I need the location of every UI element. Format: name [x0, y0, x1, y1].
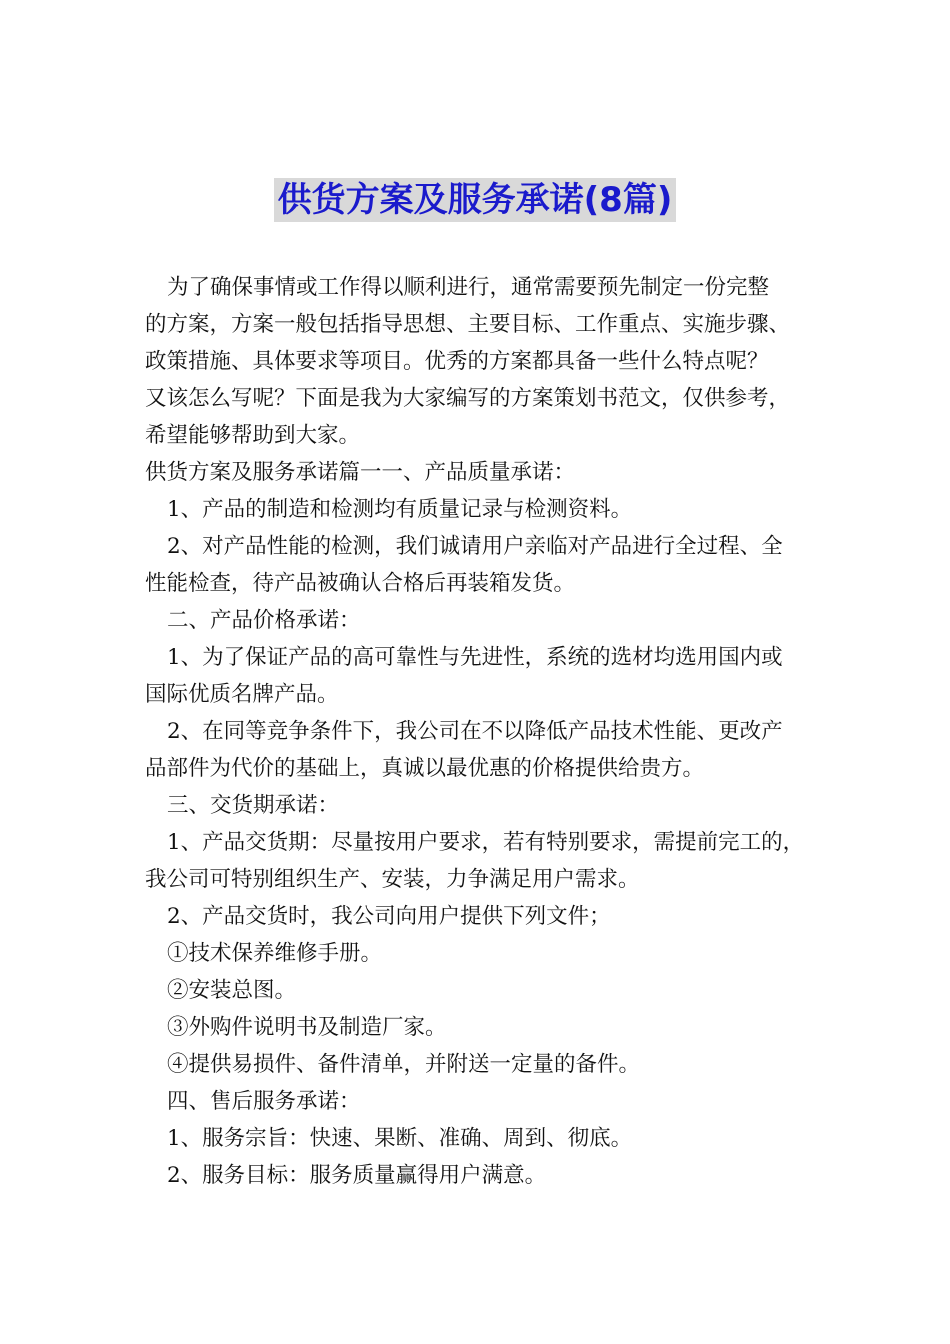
paragraph-line: 性能检查，待产品被确认合格后再装箱发货。 — [145, 571, 576, 596]
paragraph-line: ④提供易损件、备件清单，并附送一定量的备件。 — [167, 1052, 641, 1077]
paragraph-line: 四、售后服务承诺： — [167, 1089, 361, 1114]
paragraph-line: 国际优质名牌产品。 — [145, 682, 339, 707]
paragraph-line: 1、产品交货期：尽量按用户要求，若有特别要求，需提前完工的， — [167, 830, 805, 855]
paragraph — [145, 1120, 825, 1157]
paragraph-line: 品部件为代价的基础上，真诚以最优惠的价格提供给贵方。 — [145, 756, 705, 781]
intro-paragraph — [145, 269, 825, 454]
paragraph — [145, 972, 825, 1009]
paragraph-line: ③外购件说明书及制造厂家。 — [167, 1015, 447, 1040]
intro-line: 为了确保事情或工作得以顺利进行，通常需要预先制定一份完整 — [167, 275, 770, 300]
intro-line: 政策措施、具体要求等项目。优秀的方案都具备一些什么特点呢？ — [145, 349, 769, 374]
paragraph — [145, 1009, 825, 1046]
paragraph — [145, 713, 825, 787]
paragraph — [145, 1157, 825, 1194]
paragraph — [145, 528, 825, 602]
paragraph — [145, 935, 825, 972]
paragraph — [145, 1083, 825, 1120]
paragraph — [145, 491, 825, 528]
paragraph-line: 我公司可特别组织生产、安装，力争满足用户需求。 — [145, 867, 640, 892]
paragraph-line: 三、交货期承诺： — [167, 793, 340, 818]
paragraph-line: 二、产品价格承诺： — [167, 608, 361, 633]
paragraph-line: ②安装总图。 — [167, 978, 297, 1003]
paragraph — [145, 898, 825, 935]
paragraph-line: ①技术保养维修手册。 — [167, 941, 383, 966]
paragraph — [145, 1046, 825, 1083]
paragraph-line: 1、产品的制造和检测均有质量记录与检测资料。 — [167, 497, 633, 522]
paragraph — [145, 824, 825, 898]
paragraph-line: 1、为了保证产品的高可靠性与先进性，系统的选材均选用国内或 — [167, 645, 783, 670]
paragraph — [145, 639, 825, 713]
intro-line: 希望能够帮助到大家。 — [145, 423, 361, 448]
title-container — [0, 178, 950, 222]
paragraph-line: 2、对产品性能的检测，我们诚请用户亲临对产品进行全过程、全 — [167, 534, 783, 559]
document-body — [145, 269, 825, 1194]
paragraph-line: 1、服务宗旨：快速、果断、准确、周到、彻底。 — [167, 1126, 633, 1151]
paragraph — [145, 602, 825, 639]
intro-line: 的方案，方案一般包括指导思想、主要目标、工作重点、实施步骤、 — [145, 312, 791, 337]
section-heading: 供货方案及服务承诺篇一一、产品质量承诺： — [145, 460, 576, 485]
intro-line: 又该怎么写呢？下面是我为大家编写的方案策划书范文，仅供参考， — [145, 386, 791, 411]
paragraph-line: 2、服务目标：服务质量赢得用户满意。 — [167, 1163, 547, 1188]
paragraph-line: 2、产品交货时，我公司向用户提供下列文件； — [167, 904, 611, 929]
paragraph-line: 2、在同等竞争条件下，我公司在不以降低产品技术性能、更改产 — [167, 719, 783, 744]
document-title: 供货方案及服务承诺(8篇) — [274, 178, 677, 222]
paragraph-list — [145, 491, 825, 1194]
paragraph — [145, 787, 825, 824]
